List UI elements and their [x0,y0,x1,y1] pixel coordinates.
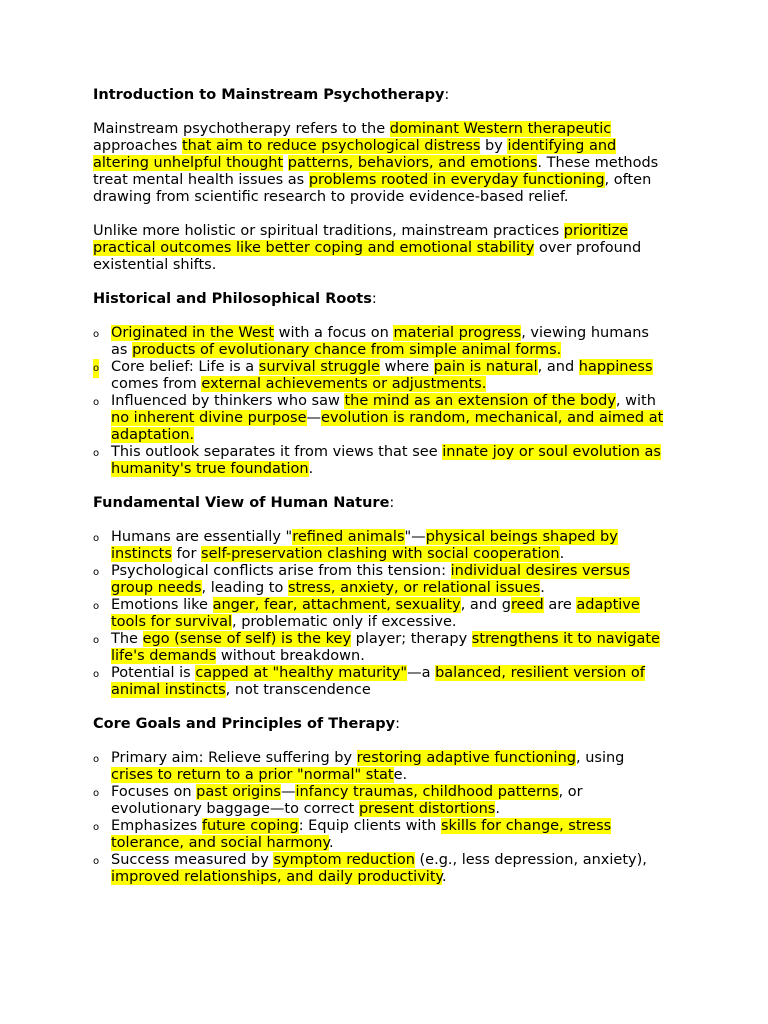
highlight: self-preservation clashing with social cooperation [201,546,560,562]
highlight: problems rooted in everyday functioning [308,172,605,188]
highlight: material progress [393,325,522,341]
text-run: , leading to [201,580,288,596]
text-run: Unlike more holistic or spiritual traditions, mainstream practices [93,223,564,239]
text-run: : Equip clients with [298,818,441,834]
list-item [93,750,668,784]
bullet-icon: o [93,359,99,378]
text-run: with a focus on [274,325,394,341]
list-item [93,784,668,818]
text-run: Influenced by thinkers who saw [111,393,345,409]
text-run: , or evolutionary baggage—to correct [111,784,583,817]
highlight: that aim to reduce psychological distress [181,138,481,154]
highlight: future coping [201,818,299,834]
bullet-icon: o [93,635,100,646]
highlight: capped at "healthy maturity" [195,665,408,681]
text-run: , often drawing from scientific research to provide evidence-based relief. [93,172,652,205]
bullet-icon: o [93,822,100,833]
text-run: comes from [111,376,202,392]
text-run: , using [575,750,625,766]
text-run: . [442,869,447,885]
heading-human-nature: Fundamental View of Human Nature: [93,495,395,511]
text-run: — [306,410,322,426]
bullet-icon: o [93,754,100,765]
text-run: are [543,597,577,613]
highlight: anger, fear, attachment, sexuality [212,597,461,613]
text-run: Humans are essentially " [111,529,293,545]
highlight: strengthens it to navigate life's demands [111,631,660,664]
text-run: for [171,546,202,562]
highlight: dominant Western therapeutic [389,121,612,137]
highlight: balanced, resilient version of animal instincts [111,665,645,698]
text-run: player; therapy [351,631,472,647]
text-run: where [379,359,434,375]
highlight: the mind as an extension of the body [344,393,616,409]
text-run: . [540,580,545,596]
highlight: innate joy or soul evolution as humanity's true foundation [111,444,661,477]
list-item [93,563,668,597]
highlight: refined animals [292,529,405,545]
list-item [93,597,668,631]
text-run: , problematic only if excessive. [231,614,457,630]
highlight: restoring adaptive functioning [356,750,576,766]
highlight: past origins [196,784,281,800]
list-item [93,529,668,563]
text-run: . [559,546,565,562]
highlight: no inherent divine purpose [111,410,307,426]
list-item [93,325,668,359]
text-run: over profound existential shifts. [93,240,642,273]
highlight: products of evolutionary chance from simple animal forms. [132,342,562,358]
list-item [93,852,668,886]
text-run: Potential is [111,665,196,681]
highlight: crises to return to a prior "normal" stat [111,767,394,783]
highlight: present distortions [358,801,496,817]
intro-paragraph-2 [93,223,668,274]
text-run: Psychological conflicts arise from this tension: [111,563,451,579]
highlight: adaptive tools for survival [111,597,640,630]
bullet-icon: o [93,856,100,867]
highlight: individual desires versus group needs [111,563,630,596]
bullet-icon: o [93,788,100,799]
text-run: This outlook separates it from views that see [111,444,443,460]
bullet-icon: o [93,448,100,459]
highlight: evolution is random, mechanical, and aimed at adaptation. [111,410,664,443]
highlight: skills for change, stress tolerance, and social harmony [111,818,612,851]
highlight: symptom reduction [273,852,415,868]
highlight: survival struggle [258,359,380,375]
text-run: by [480,138,508,154]
bullet-icon: o [93,397,100,408]
bullet-icon: o [93,601,100,612]
bullet-icon: o [93,533,100,544]
text-run: Emotions like [111,597,213,613]
heading-core-goals: Core Goals and Principles of Therapy: [93,716,400,732]
list-item [93,359,668,393]
text-run: Focuses on [111,784,197,800]
text-run: . [308,461,314,477]
text-run: Core belief: Life is a [111,359,259,375]
text-run: approaches [93,138,182,154]
text-run: without breakdown. [216,648,365,664]
highlight: improved relationships, and daily productivity [111,869,443,885]
text-run: , with [615,393,656,409]
text-run: . These methods treat mental health issues as [93,155,659,188]
highlight: pain is natural [433,359,538,375]
text-run: Emphasizes [111,818,202,834]
text-run: , viewing humans as [111,325,649,358]
list-item [93,444,668,478]
highlight: stress, anxiety, or relational issues [287,580,541,596]
text-run: Success measured by [111,852,274,868]
text-run: , not transcendence [225,682,371,698]
text-run: Mainstream psychotherapy refers to the [93,121,390,137]
list-item [93,393,668,444]
highlight: infancy traumas, childhood patterns [295,784,559,800]
bullet-icon: o [93,669,100,680]
text-run: "— [404,529,426,545]
list-item [93,818,668,852]
goals-list [93,750,668,886]
highlight: ego (sense of self) is the key [142,631,352,647]
text-run: , and g [460,597,512,613]
highlight: prioritize practical outcomes like better coping and emotional stability [93,223,629,256]
highlight: physical beings shaped by instincts [111,529,618,562]
roots-list [93,325,668,478]
highlight: happiness [578,359,653,375]
highlight: patterns, behaviors, and emotions [287,155,538,171]
list-item [93,665,668,699]
highlight: identifying and altering unhelpful thought [93,138,617,171]
bullet-icon: o [93,567,100,578]
text-run: — [280,784,296,800]
intro-paragraph-1 [93,121,665,206]
nature-list [93,529,668,699]
heading-historical-roots: Historical and Philosophical Roots: [93,291,377,307]
text-run: . [328,835,334,851]
highlight: reed [511,597,544,613]
bullet-icon: o [93,329,100,340]
text-run: The [111,631,143,647]
text-run: . [495,801,500,817]
text-run: Primary aim: Relieve suffering by [111,750,357,766]
heading-introduction: Introduction to Mainstream Psychotherapy: [93,87,450,103]
highlight: external achievements or adjustments. [201,376,487,392]
text-run: , and [537,359,579,375]
text-run: (e.g., less depression, anxiety), [414,852,647,868]
text-run: —a [407,665,436,681]
highlight: Originated in the West [111,325,275,341]
list-item [93,631,668,665]
text-run: e. [393,767,408,783]
